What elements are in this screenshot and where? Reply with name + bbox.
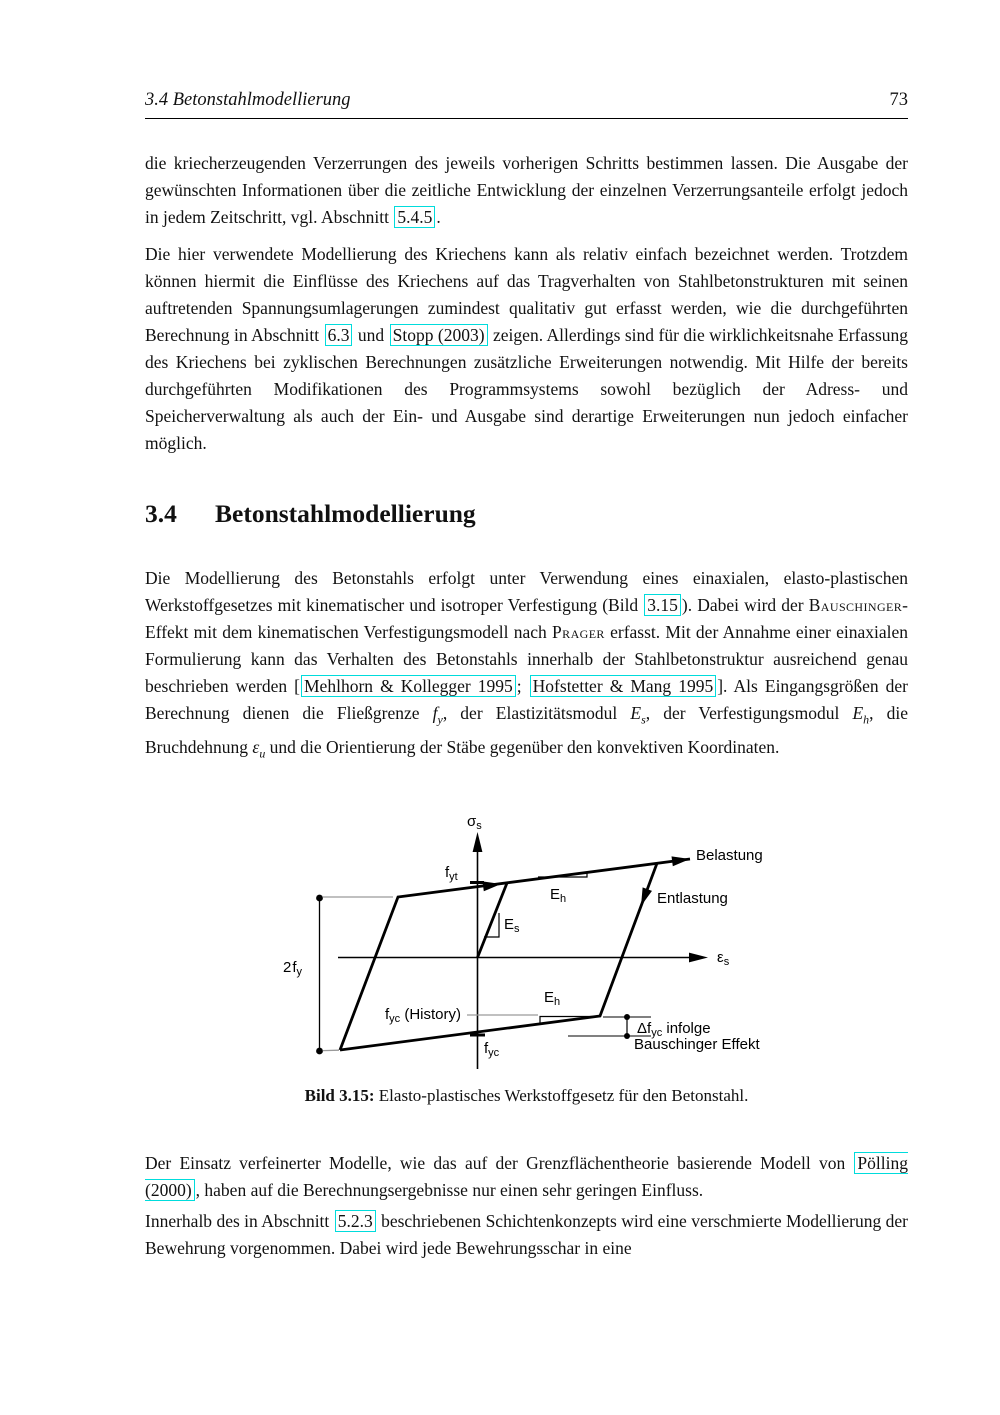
text-run: die kriecherzeugenden Verzerrungen des jeweils vorherigen Schritts bestimmen lassen. Die Ausgabe der gewünschten Informationen über die zeitliche Entwicklung der einzelnen Verzerrungsanteile erfolgt jedoch in jedem Zeitschritt, vgl. Abschnitt [145,153,908,227]
paragraph-3 [145,565,908,767]
delta-fyc-label: $\Delta f_{yc}$ infolge [637,1020,711,1039]
section-title: Betonstahlmodellierung [215,499,476,528]
section-number: 3.4 [145,499,177,528]
text-run: , die Bruchdehnung [145,703,908,757]
text-run: Die Modellierung des Betonstahls erfolgt unter Verwendung eines einaxialen, elasto-plastischen Werkstoffgesetzes mit kinematischer und isotroper Verfestigung (Bild [145,568,908,615]
text-run: . [436,207,441,227]
text-run: Die hier verwendete Modellierung des Kriechens kann als relativ einfach bezeichnet werden. Trotzdem können hiermit die Einflüsse des Kriechens auf das Tragverhalten von Stahlbetonstrukturen mit seinen auftretenden Spannungsumlagerungen zumindest qualitativ gut erfasst werden, wie die durchgeführten Berechnung in Abschnitt [145,244,908,345]
entlastung-label: Entlastung [657,890,728,907]
text-run: , haben auf die Berechnungsergebnisse nur einen sehr geringen Einfluss. [195,1180,704,1200]
text-run: und [353,325,389,345]
text-run: erfasst. Mit der Annahme einer einaxialen Formulierung kann das Verhalten des Betonstahls innerhalb der Stahlbetonstruktur ausreichend genau beschrieben werden [ [145,622,908,696]
page-number: 73 [889,90,908,110]
fyc-label: $f_{yc}$ [484,1040,500,1059]
paragraph-2 [145,241,908,457]
fyc-history-label: $f_{yc}$ (History) [385,1006,461,1025]
initial-loading-Es-line [478,883,508,958]
section-heading [145,499,908,529]
Eh-bottom-label: $E_h$ [544,989,561,1008]
text-run: ). Dabei wird der [681,595,809,615]
two-fy-label: $2f_y$ [283,959,303,978]
text-run: -Effekt mit dem kinematischen Verfestigungsmodell nach [145,595,908,642]
Es-label: $E_s$ [504,916,520,935]
entlastung-arrow-icon [636,887,652,907]
two-fy-dim-dot-top [316,895,323,902]
ref-link[interactable]: Pölling (2000) [145,1153,908,1200]
ref-link[interactable]: 3.15 [644,594,681,616]
running-header-title: 3.4 Betonstahlmodellierung [145,90,351,110]
text-run: , der Elastizitätsmodul [442,703,631,723]
text-run: Innerhalb des in Abschnitt [145,1211,334,1231]
math-symbol: $\varepsilon_u$ [252,736,266,760]
math-symbol: $f_y$ [432,703,443,727]
paragraph-5 [145,1208,908,1262]
y-axis-arrow-icon [473,832,483,852]
sigma-s-label: $\sigma_s$ [467,813,482,832]
fyt-label: $f_{yt}$ [445,864,458,883]
ref-link[interactable]: 5.4.5 [394,206,435,228]
text-run: und die Orientierung der Stäbe gegenüber den konvektiven Koordinaten. [265,736,780,757]
two-fy-dim-dot-bottom [316,1048,323,1055]
text-run: , der Verfestigungsmodul [645,703,853,723]
header-rule [145,118,908,119]
ref-link[interactable]: 5.2.3 [335,1210,376,1232]
ref-link[interactable]: Hofstetter & Mang 1995 [530,675,717,697]
ref-link[interactable]: Mehlhorn & Kollegger 1995 [301,675,516,697]
math-symbol: $E_h$ [852,703,870,727]
Eh-top-label: $E_h$ [550,886,567,905]
figure-caption-text: Elasto-plastisches Werkstoffgesetz für den Betonstahl. [374,1086,749,1105]
belastung-label: Belastung [696,847,763,864]
paragraph-1 [145,150,908,231]
text-run: zeigen. Allerdings sind für die wirklichkeitsnahe Erfassung des Kriechens bei zyklischen Berechnungen zusätzliche Erweiterungen notwendig. Mit Hilfe der bereits durchgeführten Modifikationen des Programmsystems sowohl bezüglich der Adress- und Speicherverwaltung als auch der Ein- und Ausgabe sind derartige Erweiterungen nun jedoch einfacher möglich. [145,325,908,453]
stress-strain-diagram [268,803,772,1081]
eps-s-label: $\varepsilon_s$ [717,949,730,968]
text-run: ]. Als Eingangsgrößen der Berechnung dienen die Fließgrenze [145,676,908,723]
running-header [145,90,908,111]
figure-caption-label: Bild 3.15: [304,1086,375,1105]
paragraph-4 [145,1150,908,1204]
math-symbol: $E_s$ [630,703,646,727]
text-run: beschriebenen Schichtenkonzepts wird eine verschmierte Modellierung der Bewehrung vorgenommen. Dabei wird jede Bewehrungsschar in eine [145,1211,908,1258]
figure-caption [145,1086,908,1106]
text-run: ; [516,676,529,696]
bauschinger-label: Bauschinger Effekt [634,1036,760,1053]
smallcaps-name: Prager [552,622,605,642]
ref-link[interactable]: 6.3 [325,324,353,346]
ref-link[interactable]: Stopp (2003) [390,324,488,346]
text-run: Der Einsatz verfeinerter Modelle, wie das auf der Grenzflächentheorie basierende Modell von [145,1153,854,1173]
smallcaps-name: Bauschinger [808,595,903,615]
x-axis-arrow-icon [689,953,708,963]
